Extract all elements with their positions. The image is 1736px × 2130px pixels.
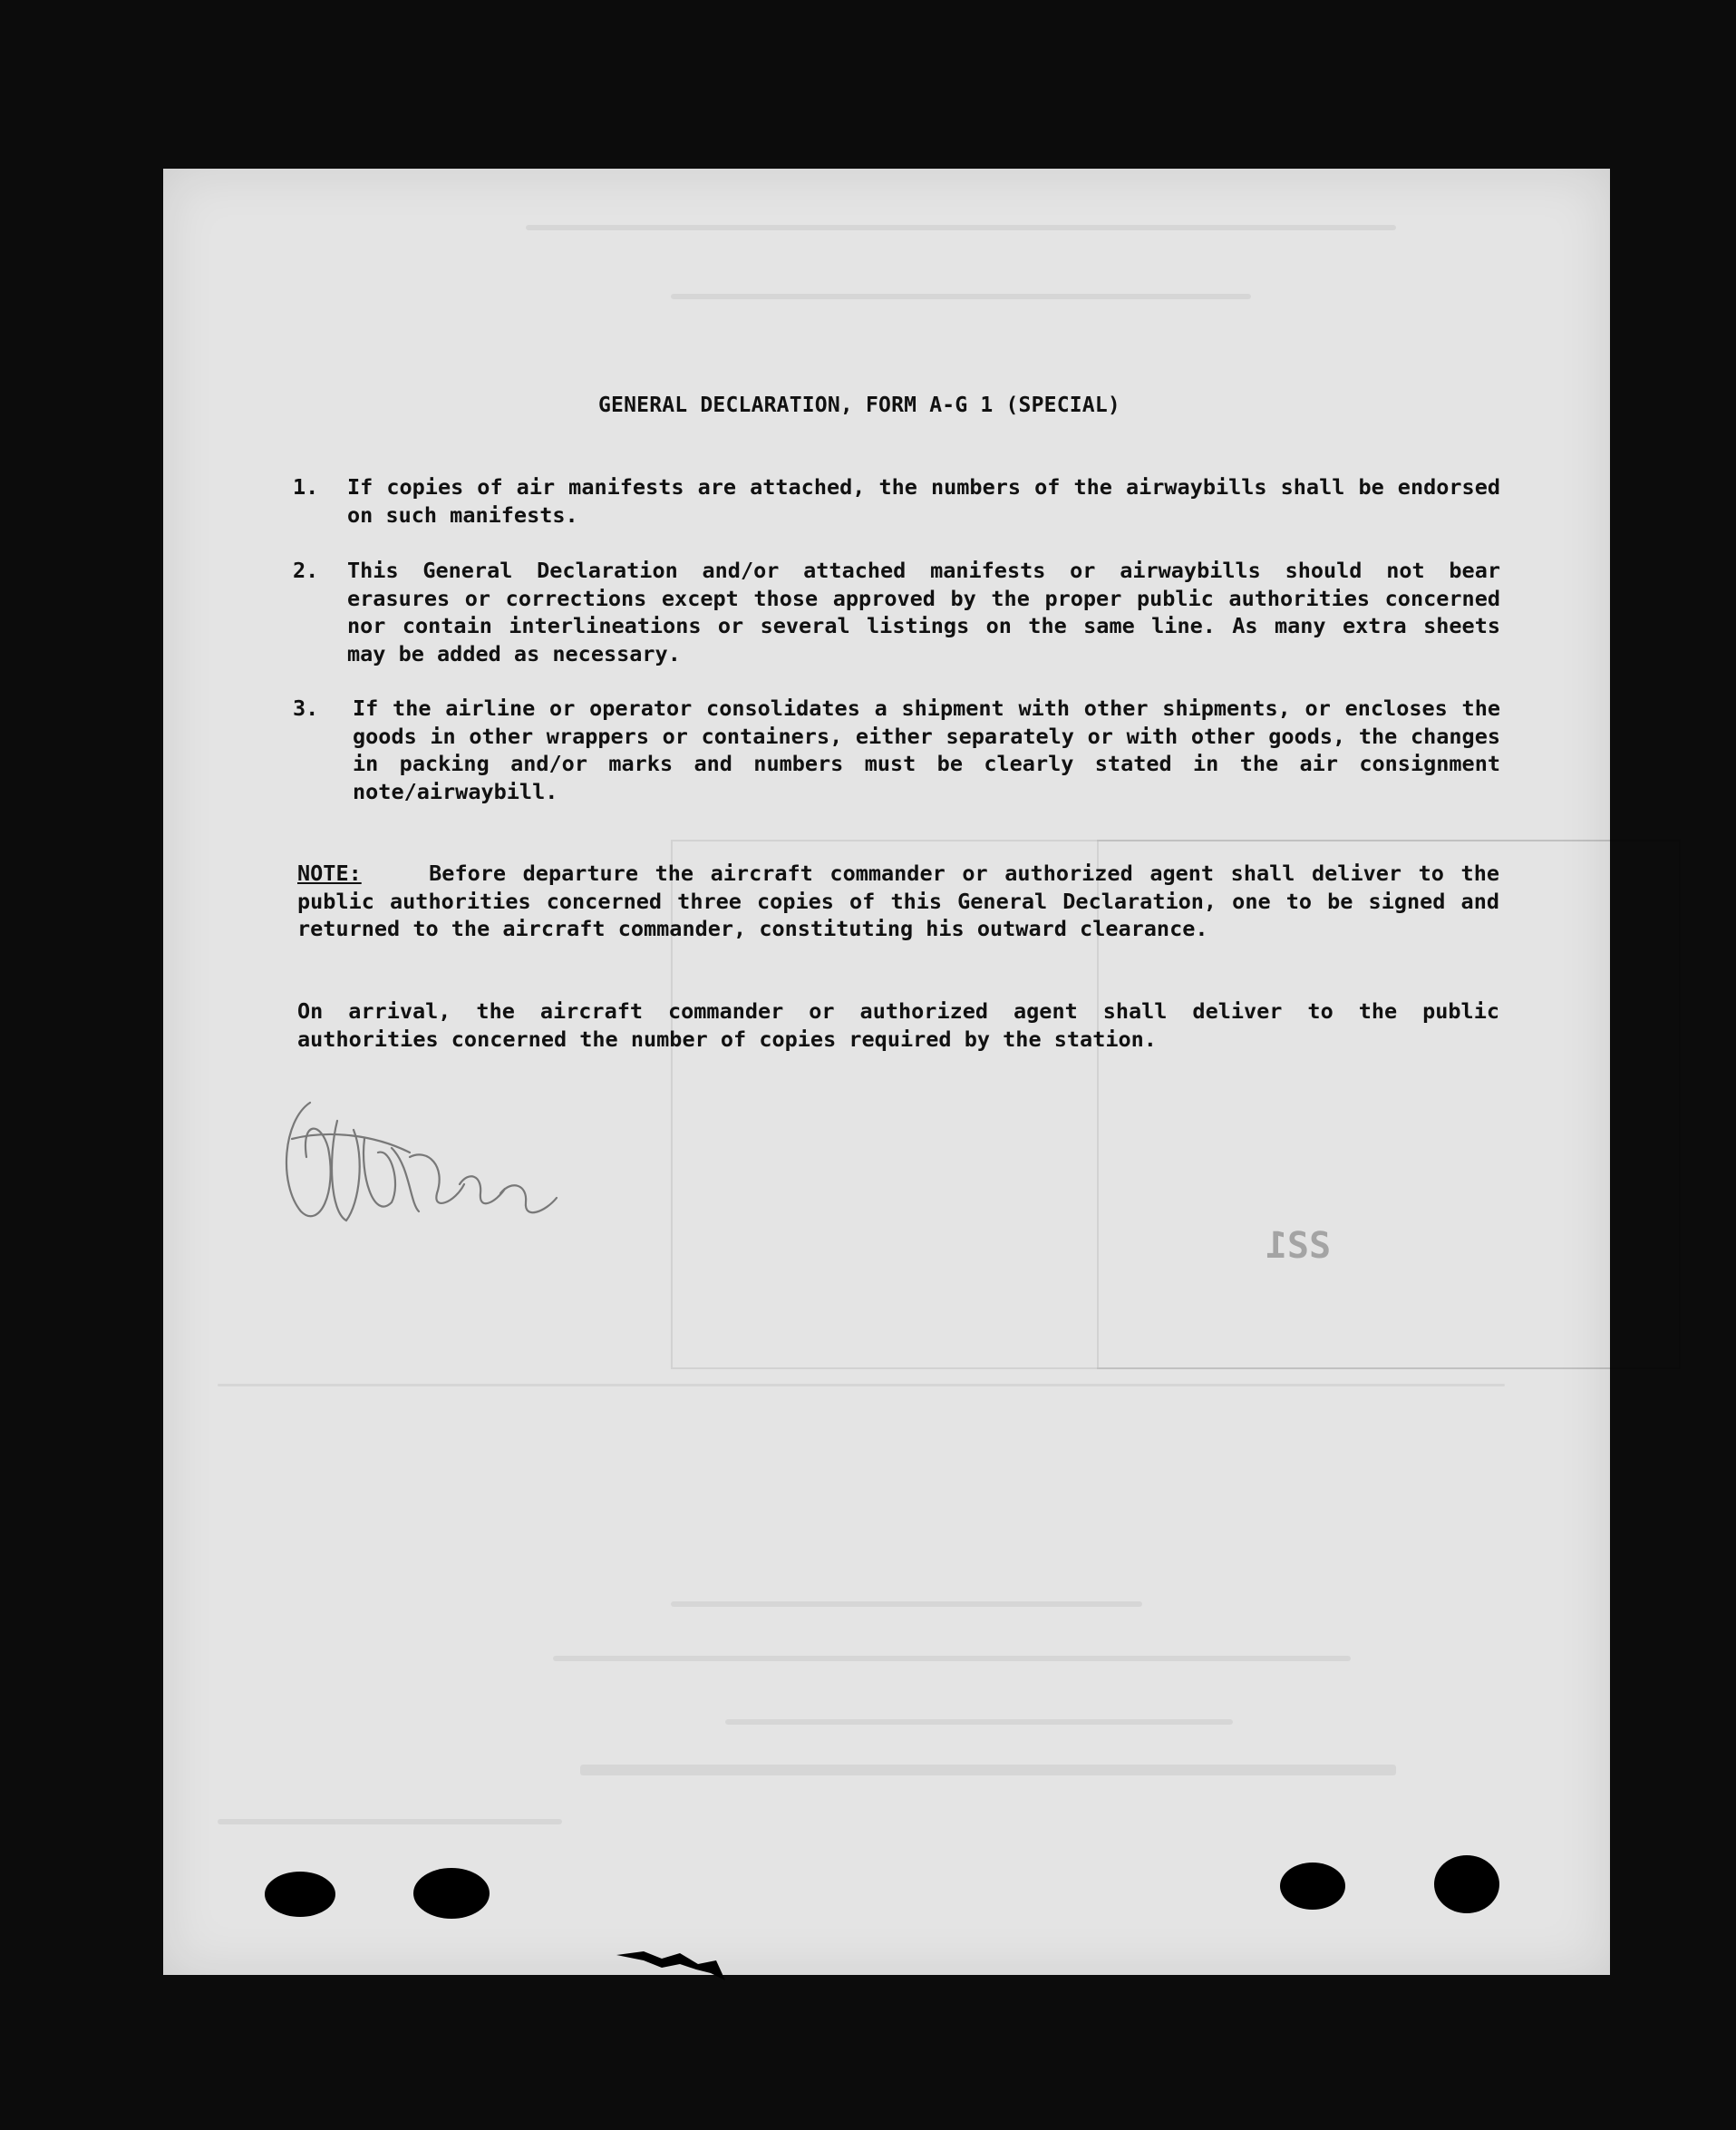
item-text: If copies of air manifests are attached, the numbers of the airwaybills shall be endorsed on such manifests. xyxy=(347,474,1500,528)
item-text: This General Declaration and/or attached manifests or airwaybills should not bear erasures or corrections except those approved by the proper public authorities concerned nor contain interlineations or several listings on the same line. As many extra sheets may be added as necessary. xyxy=(347,558,1500,666)
document-title: GENERAL DECLARATION, FORM A-G 1 (SPECIAL) xyxy=(598,394,1120,417)
note-paragraph xyxy=(297,860,1499,943)
note-label: NOTE: xyxy=(297,861,362,886)
binder-hole xyxy=(413,1868,490,1919)
document-page xyxy=(163,169,1610,1975)
torn-edge-mark xyxy=(616,1928,734,1982)
arrival-paragraph: On arrival, the aircraft commander or authorized agent shall deliver to the public authorities concerned the number of copies required by the station. xyxy=(297,998,1499,1052)
binder-hole xyxy=(1280,1863,1345,1910)
handwritten-signature xyxy=(274,1084,564,1248)
note-text: Before departure the aircraft commander or authorized agent shall deliver to the public authorities concerned three copies of this General Declaration, one to be signed and returned to the aircraft commander, constituting his outward clearance. xyxy=(297,861,1499,941)
bleed-through-stamp: ƧƧ1 xyxy=(1266,1225,1332,1267)
binder-hole xyxy=(1434,1855,1499,1913)
item-number: 3. xyxy=(293,695,319,721)
item-number: 1. xyxy=(293,474,319,500)
item-text: If the airline or operator consolidates a shipment with other shipments, or encloses the goods in other wrappers or containers, either separately or with other goods, the changes in packing and/or marks and numbers must be clearly stated in the air consignment note/airwaybill. xyxy=(353,695,1500,804)
binder-hole xyxy=(265,1872,335,1917)
item-number: 2. xyxy=(293,558,319,583)
document-content xyxy=(163,169,1610,1975)
